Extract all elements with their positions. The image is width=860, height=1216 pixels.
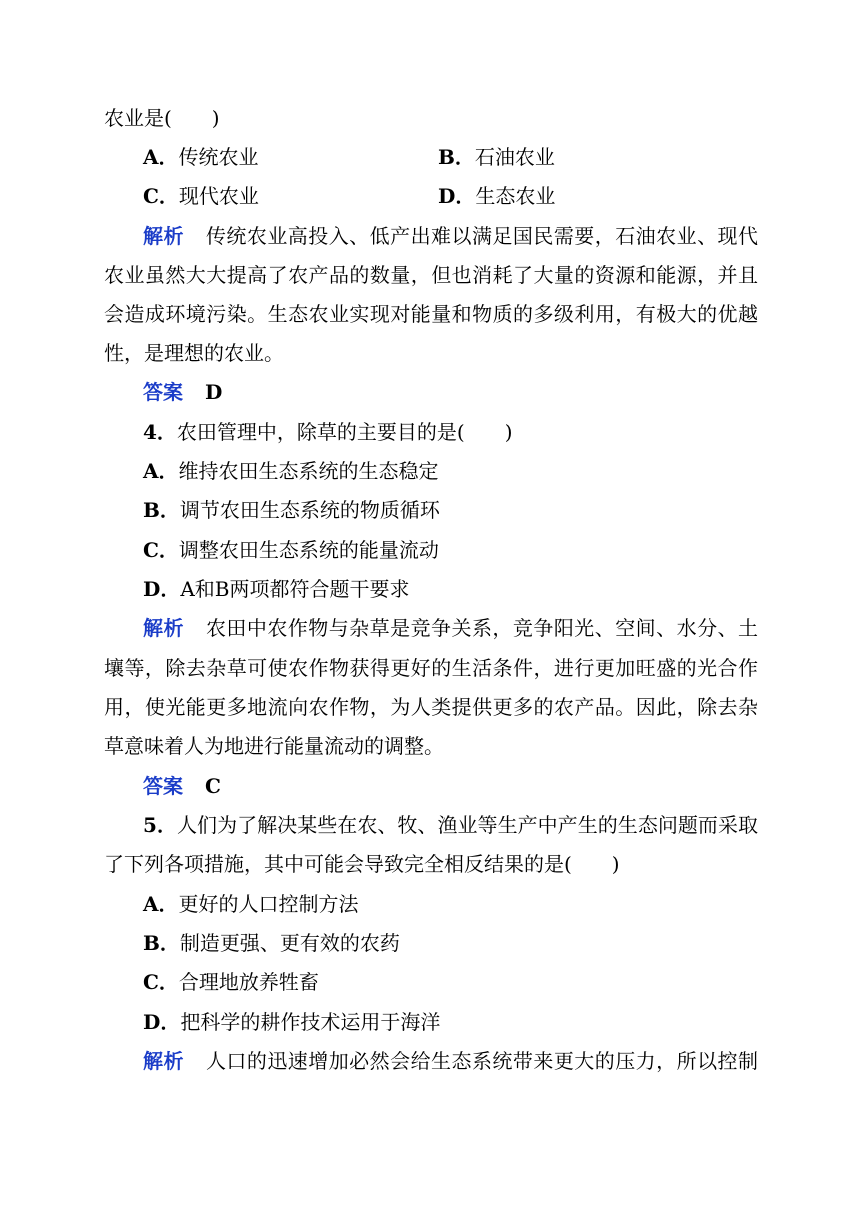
option-text: 制造更强、更有效的农药 bbox=[179, 931, 400, 955]
option-text: 把科学的耕作技术运用于海洋 bbox=[180, 1010, 441, 1034]
analysis-text: 会造成环境污染。生态农业实现对能量和物质的多级利用，有极大的优越 bbox=[104, 302, 758, 326]
option-letter: C． bbox=[143, 538, 179, 562]
option-text: 更好的人口控制方法 bbox=[178, 892, 359, 916]
option-letter: A． bbox=[143, 145, 179, 169]
option-letter: C． bbox=[143, 184, 179, 208]
option-letter: B． bbox=[143, 498, 180, 522]
analysis-label: 解析 bbox=[143, 224, 184, 248]
option-letter: D． bbox=[143, 577, 181, 601]
question-text: 了下列各项措施，其中可能会导致完全相反结果的是( ) bbox=[104, 852, 620, 876]
analysis-text: 传统农业高投入、低产出难以满足国民需要，石油农业、现代 bbox=[205, 224, 758, 248]
q3-stem-text: 农业是( ) bbox=[104, 106, 220, 130]
option-text: A和B两项都符合题干要求 bbox=[180, 577, 410, 601]
q4-option-b bbox=[143, 494, 440, 526]
q3-analysis-line-4 bbox=[104, 337, 758, 369]
q3-option-c bbox=[143, 180, 259, 212]
q5-stem-line-1 bbox=[143, 809, 758, 841]
q4-stem bbox=[143, 416, 758, 448]
option-text: 传统农业 bbox=[178, 145, 259, 169]
analysis-text: 壤等，除去杂草可使农作物获得更好的生活条件，进行更加旺盛的光合作 bbox=[104, 656, 758, 680]
option-text: 现代农业 bbox=[178, 184, 259, 208]
question-number: 5． bbox=[143, 813, 177, 837]
q3-analysis-line-3 bbox=[104, 298, 758, 330]
option-text: 调整农田生态系统的能量流动 bbox=[178, 538, 439, 562]
option-letter: D． bbox=[438, 184, 476, 208]
q3-analysis-line-1 bbox=[143, 220, 758, 252]
q5-option-b bbox=[143, 927, 400, 959]
q3-analysis-line-2 bbox=[104, 259, 758, 291]
analysis-text: 性，是理想的农业。 bbox=[104, 341, 284, 365]
option-letter: D． bbox=[143, 1010, 181, 1034]
option-letter: A． bbox=[143, 459, 179, 483]
q4-analysis-line-3 bbox=[104, 691, 758, 723]
analysis-text: 用，使光能更多地流向农作物，为人类提供更多的农产品。因此，除去杂 bbox=[104, 695, 758, 719]
option-text: 合理地放养牲畜 bbox=[178, 970, 319, 994]
option-letter: A． bbox=[143, 892, 179, 916]
analysis-label: 解析 bbox=[143, 1049, 184, 1073]
option-letter: C． bbox=[143, 970, 179, 994]
option-letter: B． bbox=[143, 931, 180, 955]
q4-option-d bbox=[143, 573, 409, 605]
q5-analysis-line-1 bbox=[143, 1045, 758, 1077]
analysis-label: 解析 bbox=[143, 616, 184, 640]
analysis-text: 农田中农作物与杂草是竞争关系，竞争阳光、空间、水分、土 bbox=[205, 616, 758, 640]
q4-option-a bbox=[143, 455, 439, 487]
option-text: 石油农业 bbox=[474, 145, 555, 169]
q3-answer bbox=[143, 376, 758, 408]
question-number: 4． bbox=[143, 420, 177, 444]
option-letter: B． bbox=[438, 145, 475, 169]
option-text: 生态农业 bbox=[475, 184, 556, 208]
question-text: 农田管理中，除草的主要目的是( ) bbox=[176, 420, 513, 444]
q3-option-b bbox=[438, 141, 555, 173]
answer-value: C bbox=[205, 774, 221, 798]
analysis-text: 草意味着人为地进行能量流动的调整。 bbox=[104, 734, 444, 758]
q5-option-c bbox=[143, 966, 319, 998]
q4-analysis-line-1 bbox=[143, 612, 758, 644]
answer-value: D bbox=[205, 380, 223, 404]
option-text: 调节农田生态系统的物质循环 bbox=[179, 498, 440, 522]
answer-label: 答案 bbox=[143, 380, 183, 404]
q4-analysis-line-4 bbox=[104, 730, 758, 762]
q3-option-d bbox=[438, 180, 555, 212]
option-text: 维持农田生态系统的生态稳定 bbox=[178, 459, 439, 483]
q5-option-d bbox=[143, 1006, 440, 1038]
q4-option-c bbox=[143, 534, 439, 566]
analysis-text: 农业虽然大大提高了农产品的数量，但也消耗了大量的资源和能源，并且 bbox=[104, 263, 758, 287]
q5-stem-line-2 bbox=[104, 848, 758, 880]
analysis-text: 人口的迅速增加必然会给生态系统带来更大的压力，所以控制 bbox=[205, 1049, 758, 1073]
q5-option-a bbox=[143, 888, 359, 920]
q4-answer bbox=[143, 770, 758, 802]
answer-label: 答案 bbox=[143, 774, 183, 798]
q3-option-a bbox=[143, 141, 259, 173]
question-text: 人们为了解决某些在农、牧、渔业等生产中产生的生态问题而采取 bbox=[177, 813, 758, 837]
q4-analysis-line-2 bbox=[104, 652, 758, 684]
q3-stem-tail bbox=[104, 102, 758, 134]
